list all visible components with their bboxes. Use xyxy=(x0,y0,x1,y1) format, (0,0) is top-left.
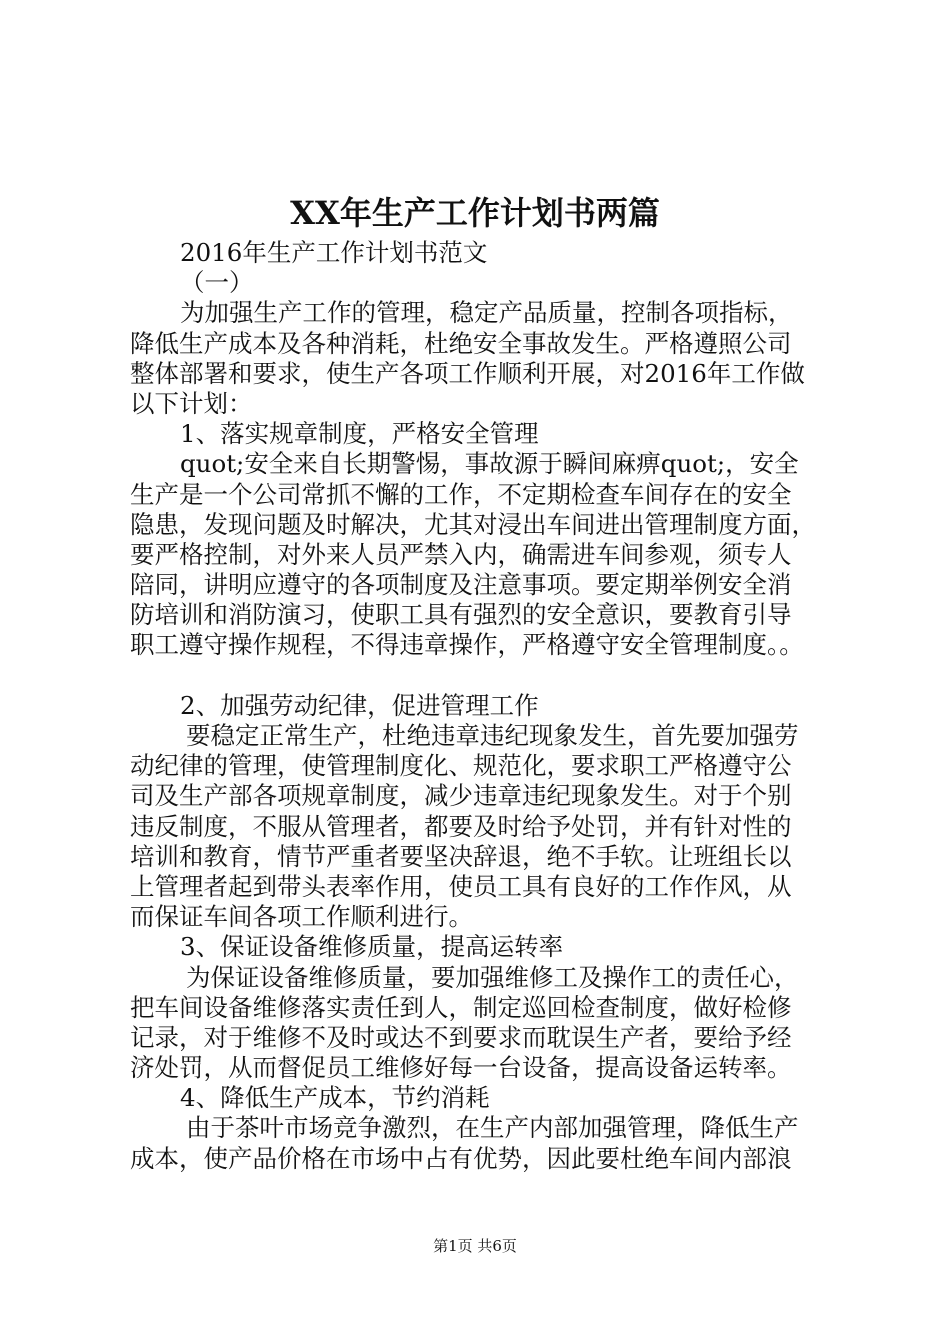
paragraph-line: 把车间设备维修落实责任到人，制定巡回检查制度，做好检修 xyxy=(130,992,792,1022)
paragraph-line: 要严格控制，对外来人员严禁入内，确需进车间参观，须专人 xyxy=(130,539,792,569)
paragraph-line: 防培训和消防演习，使职工具有强烈的安全意识，要教育引导 xyxy=(130,600,792,630)
paragraph-line: 整体部署和要求，使生产各项工作顺利开展，对2016年工作做 xyxy=(130,358,805,388)
document-body xyxy=(130,238,830,1174)
blank-line xyxy=(130,661,830,691)
paragraph-line: 隐患，发现问题及时解决，尤其对浸出车间进出管理制度方面， xyxy=(130,509,816,539)
paragraph-line: 成本，使产品价格在市场中占有优势，因此要杜绝车间内部浪 xyxy=(130,1143,792,1173)
paragraph-line: 违反制度，不服从管理者，都要及时给予处罚，并有针对性的 xyxy=(130,811,792,841)
paragraph-line: 培训和教育，情节严重者要坚决辞退，绝不手软。让班组长以 xyxy=(130,841,792,871)
subtitle: 2016年生产工作计划书范文 xyxy=(180,238,488,267)
paragraph-line: 记录，对于维修不及时或达不到要求而耽误生产者，要给予经 xyxy=(130,1022,792,1052)
paragraph-line: 为加强生产工作的管理，稳定产品质量，控制各项指标， xyxy=(180,298,793,328)
paragraph-line: 上管理者起到带头表率作用，使员工具有良好的工作作风，从 xyxy=(130,871,792,901)
paragraph-line: 而保证车间各项工作顺利进行。 xyxy=(130,902,473,932)
paragraph-line: 降低生产成本及各种消耗，杜绝安全事故发生。严格遵照公司 xyxy=(130,328,792,358)
paragraph-line: quot;安全来自长期警惕，事故源于瞬间麻痹quot;，安全 xyxy=(180,449,799,479)
document-title: XX年生产工作计划书两篇 xyxy=(290,194,660,232)
page-footer: 第1页 共6页 xyxy=(433,1237,517,1255)
heading-1: 1、落实规章制度，严格安全管理 xyxy=(180,419,539,449)
paragraph-line: 司及生产部各项规章制度，减少违章违纪现象发生。对于个别 xyxy=(130,781,792,811)
paragraph-line: 动纪律的管理，使管理制度化、规范化，要求职工严格遵守公 xyxy=(130,751,792,781)
paragraph-line: 济处罚，从而督促员工维修好每一台设备，提高设备运转率。 xyxy=(130,1053,792,1083)
paragraph-line: 陪同，讲明应遵守的各项制度及注意事项。要定期举例安全消 xyxy=(130,570,792,600)
paragraph-line: 生产是一个公司常抓不懈的工作，不定期检查车间存在的安全 xyxy=(130,479,792,509)
section-marker: （一） xyxy=(180,268,254,298)
paragraph-line: 职工遵守操作规程，不得违章操作，严格遵守安全管理制度。。 xyxy=(130,630,804,660)
heading-2: 2、加强劳动纪律，促进管理工作 xyxy=(180,690,539,720)
paragraph-line: 由于茶叶市场竞争激烈，在生产内部加强管理，降低生产 xyxy=(186,1113,799,1143)
paragraph-line: 以下计划： xyxy=(130,388,253,418)
heading-3: 3、保证设备维修质量，提高运转率 xyxy=(180,932,564,962)
paragraph-line: 为保证设备维修质量，要加强维修工及操作工的责任心， xyxy=(186,962,799,992)
paragraph-line: 要稳定正常生产，杜绝违章违纪现象发生，首先要加强劳 xyxy=(186,721,799,750)
heading-4: 4、降低生产成本，节约消耗 xyxy=(180,1083,490,1113)
